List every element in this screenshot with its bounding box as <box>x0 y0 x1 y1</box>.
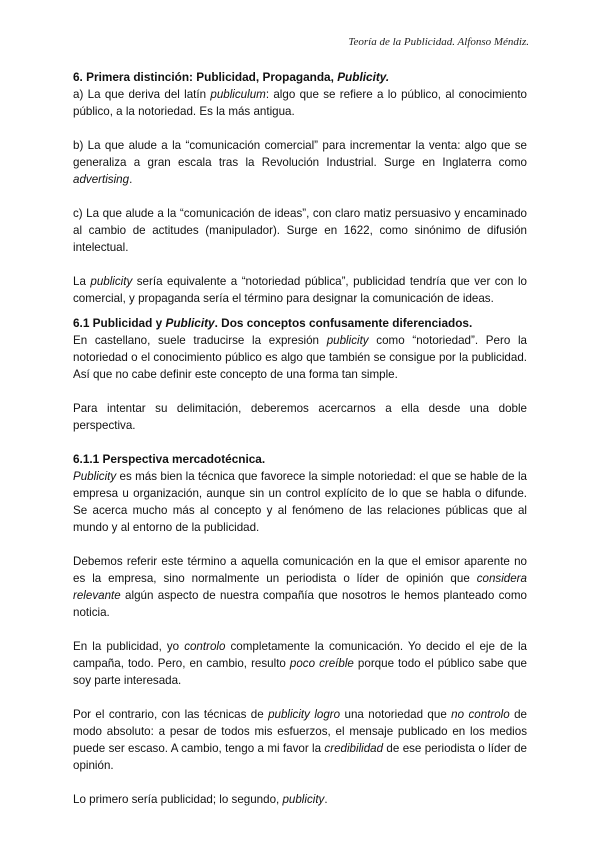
text: porque todo el público sabe que soy parte interesada. <box>73 657 527 687</box>
paragraph-c: c) La que alude a la “comunicación de ideas”, con claro matiz persuasivo y encaminado al cambio de actitudes (manipulador). Surge en 1622, como sinónimo de difusión intelectual. <box>73 207 527 254</box>
text: Lo primero sería publicidad; lo segundo, <box>73 793 283 806</box>
section-6-1-1-title: 6.1.1 Perspectiva mercadotécnica. <box>73 452 266 466</box>
section-6-title <box>73 69 527 86</box>
text: a) La que deriva del latín <box>73 88 211 101</box>
text: de modo absoluto: a pesar de todos mis esfuerzos, el mensaje publicado en los medios puede ser escaso. A cambio, tengo a mi favor la <box>73 708 527 755</box>
italic-term: publiculum <box>210 88 266 101</box>
text: una notoriedad que <box>340 708 452 721</box>
italic-term: publicity <box>282 793 325 806</box>
italic-term: advertising <box>73 173 130 186</box>
text: En la publicidad, yo <box>73 640 185 653</box>
text: algún aspecto de nuestra compañía que nosotros le hemos planteado como noticia. <box>73 589 527 619</box>
text: como “notoriedad”. Pero la notoriedad o el conocimiento público es algo que también se consigue por la publicidad. Así que no cabe definir este concepto de una forma tan simple. <box>73 334 527 381</box>
italic-term: no controlo <box>451 708 510 721</box>
italic-term: credibilidad <box>324 742 384 755</box>
text: . <box>324 793 328 806</box>
italic-term: poco creíble <box>289 657 354 670</box>
paragraph-6-1-b: Para intentar su delimitación, deberemos acercarnos a ella desde una doble perspectiva. <box>73 402 527 432</box>
italic-term: publicity logro <box>268 708 341 721</box>
paragraph-b <box>73 137 527 188</box>
title-italic: Publicity <box>165 316 215 330</box>
italic-term: controlo <box>184 640 226 653</box>
italic-term: Publicity <box>73 470 117 483</box>
title-text: 6.1 Publicidad y <box>73 316 166 330</box>
italic-term: publicity <box>90 275 133 288</box>
text: Por el contrario, con las técnicas de <box>73 708 269 721</box>
paragraph-6-1-1-c <box>73 638 527 689</box>
title-text: . Dos conceptos confusamente diferenciados. <box>214 316 473 330</box>
text: b) La que alude a la “comunicación comercial” para incrementar la venta: algo que se generaliza a gran escala tras la Revolución Industrial. Surge en Inglaterra como <box>73 139 527 169</box>
paragraph-d <box>73 273 527 307</box>
paragraph-a <box>73 86 527 120</box>
section-6-1-title <box>73 315 527 332</box>
text: : algo que se refiere a lo público, al conocimiento público, a la notoriedad. Es la más antigua. <box>73 88 527 118</box>
text: de ese periodista o líder de opinión. <box>73 742 527 772</box>
title-text: 6. Primera distinción: Publicidad, Propaganda, <box>73 70 338 84</box>
document-body <box>73 69 527 808</box>
paragraph-6-1-1-d <box>73 706 527 774</box>
text: es más bien la técnica que favorece la simple notoriedad: el que se hable de la empresa u organización, aunque sin un control explícito de lo que se habla o difunde. Se acerca mucho más al concepto y al fenómeno de las relaciones públicas que al mundo y al entorno de la publicidad. <box>73 470 527 534</box>
paragraph-6-1-1-e <box>73 791 527 808</box>
text: sería equivalente a “notoriedad pública”, publicidad tendría que ver con lo comercial, y propaganda sería el término para designar la comunicación de ideas. <box>73 275 527 305</box>
running-header: Teoría de la Publicidad. Alfonso Méndiz. <box>348 36 529 48</box>
italic-term: publicity <box>326 334 369 347</box>
title-italic: Publicity. <box>337 70 390 84</box>
text: . <box>129 173 133 186</box>
paragraph-6-1-a <box>73 332 527 383</box>
paragraph-6-1-1-b <box>73 553 527 621</box>
paragraph-6-1-1-a <box>73 468 527 536</box>
text: completamente la comunicación. Yo decido el eje de la campaña, todo. Pero, en cambio, resulto <box>73 640 527 670</box>
text: En castellano, suele traducirse la expresión <box>73 334 327 347</box>
text: Debemos referir este término a aquella comunicación en la que el emisor aparente no es la empresa, sino normalmente un periodista o líder de opinión que <box>73 555 527 585</box>
italic-term: considera relevante <box>73 572 527 602</box>
text: La <box>73 275 91 288</box>
